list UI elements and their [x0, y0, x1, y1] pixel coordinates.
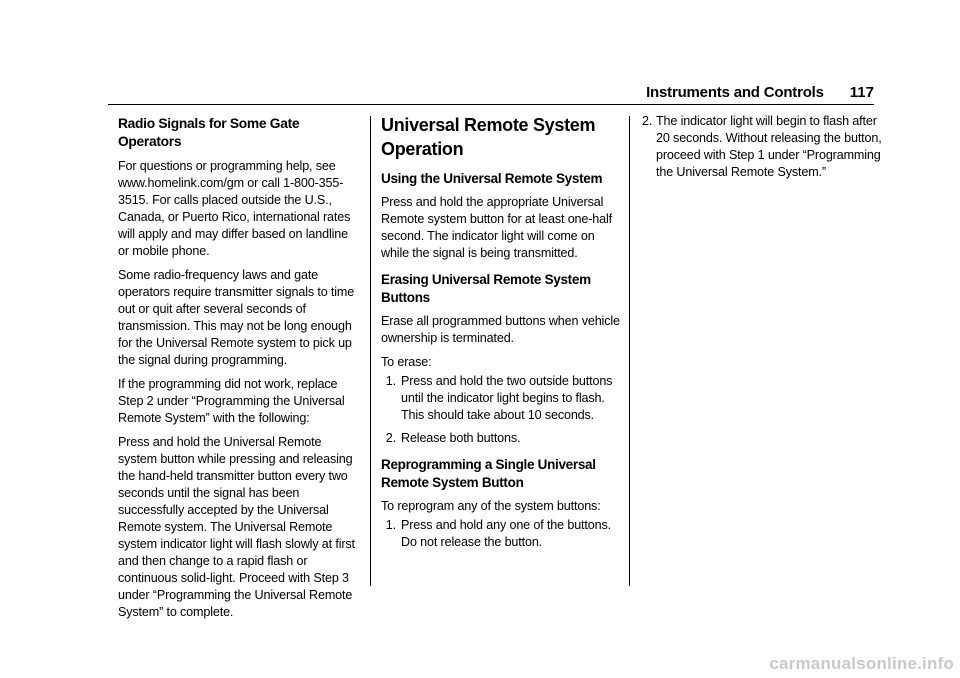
column-1	[118, 113, 360, 628]
step-number: 2.	[385, 431, 396, 445]
column-2	[381, 113, 621, 557]
step-text: The indicator light will begin to flash after 20 seconds. Without releasing the button, proceed with Step 1 under “Programming the Universal Remote System.”	[656, 114, 882, 179]
paragraph: Press and hold the appropriate Universal Remote system button for at least one-half second. The indicator light will come on while the signal is being transmitted.	[381, 195, 613, 260]
watermark: carmanualsonline.info	[769, 654, 954, 673]
reprogram-steps-list	[381, 517, 621, 551]
erasing-heading: Erasing Universal Remote System Buttons	[381, 272, 591, 305]
paragraph: If the programming did not work, replace Step 2 under “Programming the Universal Remote System” with the following:	[118, 377, 345, 425]
list-item	[381, 517, 621, 551]
paragraph: To reprogram any of the system buttons:	[381, 499, 601, 513]
list-item	[381, 373, 621, 424]
reprogram-steps-continued	[642, 113, 882, 181]
page-header	[646, 84, 874, 101]
step-text: Release both buttons.	[401, 431, 521, 445]
step-number: 1.	[385, 374, 396, 388]
step-number: 2.	[642, 114, 653, 128]
paragraph: Press and hold the Universal Remote system button while pressing and releasing the hand-held transmitter button every two seconds until the signal has been successfully accepted by the Universal Remote system. The Universal Remote system indicator light will flash slowly at first and then change to a rapid flash or continuous solid-light. Proceed with Step 3 under “Programming the Universal Remote System” to complete.	[118, 435, 355, 619]
section-heading: Universal Remote System Operation	[381, 115, 596, 159]
paragraph: Some radio-frequency laws and gate operators require transmitter signals to time out or quit after several seconds of transmission. This may not be long enough for the Universal Remote system to pick up the signal during programming.	[118, 268, 355, 367]
column-divider	[370, 116, 371, 586]
column-3	[642, 113, 882, 187]
list-item	[381, 430, 621, 447]
reprogramming-heading: Reprogramming a Single Universal Remote System Button	[381, 457, 596, 490]
using-heading: Using the Universal Remote System	[381, 171, 603, 186]
header-rule	[108, 104, 874, 105]
step-text: Press and hold the two outside buttons until the indicator light begins to flash. This should take about 10 seconds.	[401, 374, 613, 422]
radio-signals-heading: Radio Signals for Some Gate Operators	[118, 116, 300, 149]
section-title: Instruments and Controls	[646, 84, 824, 101]
list-item	[642, 113, 882, 181]
page-number: 117	[849, 84, 874, 101]
erase-steps-list	[381, 373, 621, 447]
step-number: 1.	[385, 518, 396, 532]
paragraph: For questions or programming help, see www.homelink.com/gm or call 1-800-355-3515. For calls placed outside the U.S., Canada, or Puerto Rico, international rates will apply and may differ based on landline or mobile phone.	[118, 159, 351, 258]
paragraph: To erase:	[381, 355, 432, 369]
column-divider	[629, 116, 630, 586]
paragraph: Erase all programmed buttons when vehicle ownership is terminated.	[381, 314, 620, 345]
step-text: Press and hold any one of the buttons. Do not release the button.	[401, 518, 611, 549]
